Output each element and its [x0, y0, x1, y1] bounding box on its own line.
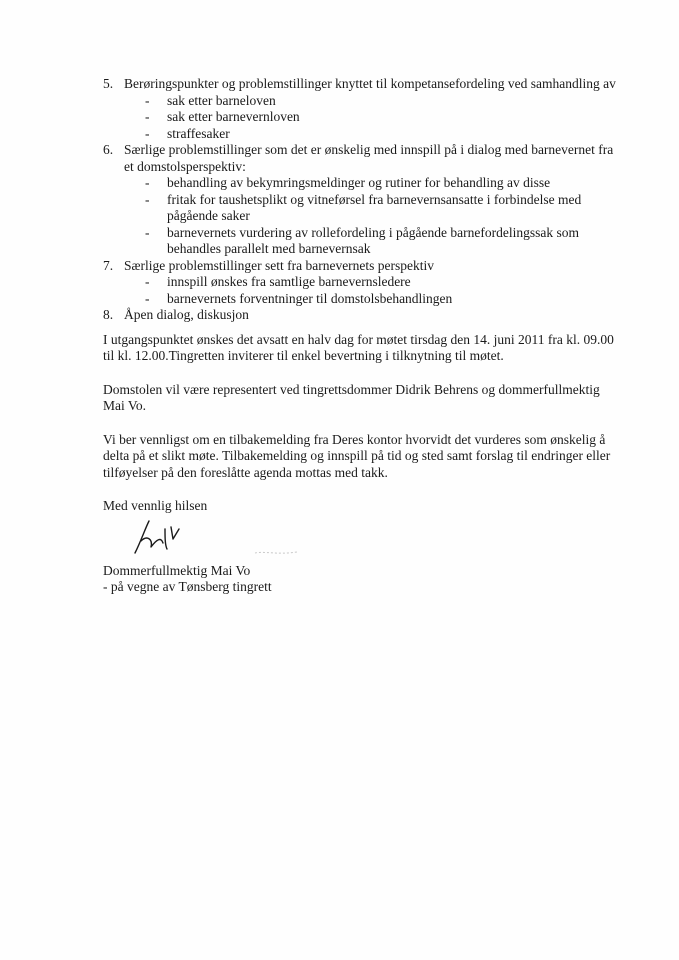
signature-area: [103, 515, 623, 563]
subitem-text: barnevernets vurdering av rollefordeling i pågående barnefordelingssak som behandles parallelt med barnevernsak: [167, 224, 579, 256]
list-item: [124, 126, 623, 143]
agenda-item-7: [103, 258, 623, 308]
list-item: [124, 93, 623, 110]
dash-bullet: -: [145, 125, 150, 141]
agenda-sublist: [124, 274, 623, 307]
agenda-text: Berøringspunkter og problemstillinger knyttet til kompetansefordeling ved samhandling av: [124, 76, 616, 91]
dash-bullet: -: [145, 92, 150, 108]
on-behalf-line: - på vegne av Tønsberg tingrett: [103, 579, 272, 594]
representation-paragraph: Domstolen vil være representert ved tingrettsdommer Didrik Behrens og dommerfullmektig Mai Vo.: [103, 381, 600, 413]
agenda-number: 8.: [103, 307, 114, 322]
agenda-item-8: [103, 307, 623, 324]
subitem-text: fritak for taushetsplikt og vitneførsel fra barnevernsansatte i forbindelse med pågående saker: [167, 191, 582, 223]
dash-bullet: -: [145, 175, 150, 190]
dash-bullet: -: [145, 109, 150, 124]
agenda-number: 5.: [103, 76, 114, 91]
list-item: [124, 175, 623, 192]
list-item: [124, 225, 623, 258]
dash-bullet: -: [145, 191, 150, 207]
subitem-text: sak etter barnevernloven: [167, 109, 300, 124]
agenda-text: Særlige problemstillinger sett fra barnevernets perspektiv: [124, 257, 435, 273]
meeting-time-paragraph: I utgangspunktet ønskes det avsatt en halv dag for møtet tirsdag den 14. juni 2011 fra kl. 09.00 til kl. 12.00.Tingretten inviterer til enkel bevertning i tilknytning til møtet.: [103, 331, 614, 363]
agenda-number: 6.: [103, 142, 114, 157]
agenda-item-6: [103, 142, 623, 258]
subitem-text: innspill ønskes fra samtlige barnevernsledere: [167, 274, 411, 289]
letter-body: [103, 76, 623, 596]
agenda-sublist: [124, 93, 623, 143]
agenda-text: Særlige problemstillinger som det er ønskelig med innspill på i dialog med barnevernet fra et domstolsperspektiv:: [124, 142, 614, 174]
list-item: [124, 274, 623, 291]
dash-bullet: -: [145, 274, 150, 289]
signer-name: Dommerfullmektig Mai Vo: [103, 562, 251, 578]
agenda-list: [103, 76, 623, 324]
closing-greeting: Med vennlig hilsen: [103, 498, 208, 513]
list-item: [124, 192, 623, 225]
agenda-number: 7.: [103, 257, 114, 273]
agenda-item-5: [103, 76, 623, 142]
faint-mark: [253, 547, 299, 557]
subitem-text: behandling av bekymringsmeldinger og rutiner for behandling av disse: [167, 175, 551, 190]
subitem-text: straffesaker: [167, 125, 230, 141]
dash-bullet: -: [145, 290, 150, 306]
subitem-text: sak etter barneloven: [167, 92, 276, 108]
request-paragraph: Vi ber vennligst om en tilbakemelding fra Deres kontor hvorvidt det vurderes som ønskelig å delta på et slikt møte. Tilbakemelding og innspill på tid og sted samt forslag til endringer eller tilføyelser på den foreslåtte agenda mottas med takk.: [103, 431, 611, 480]
dash-bullet: -: [145, 224, 150, 240]
handwritten-signature: [127, 517, 187, 557]
subitem-text: barnevernets forventninger til domstolsbehandlingen: [167, 290, 453, 306]
agenda-sublist: [124, 175, 623, 258]
list-item: [124, 291, 623, 308]
list-item: [124, 109, 623, 126]
agenda-text: Åpen dialog, diskusjon: [124, 307, 249, 322]
